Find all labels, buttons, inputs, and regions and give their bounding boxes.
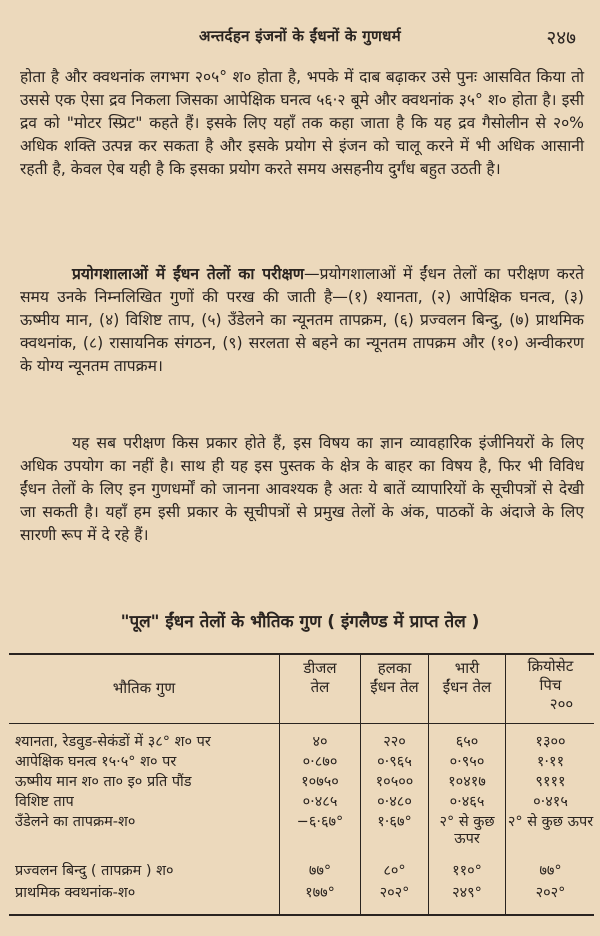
running-title: अन्तर्दहन इंजनों के ईंधनों के गुणधर्म [199,27,401,45]
table-cell: ९१११ [535,774,566,790]
table-cell: ११०° [452,863,482,879]
table-cell: २४९° [452,885,482,901]
table-cell: ७७° [539,863,562,879]
paragraph-intro-table [20,432,584,547]
column-divider [279,653,280,916]
table-cell: −६·६७° [296,814,344,830]
table-cell: १३०० [535,734,566,750]
column-divider [505,653,506,916]
table-cell: ०·४८५ [302,794,338,810]
page-number: २४७ [546,27,576,49]
header-light-fuel: हलका ईंधन तेल [370,659,419,696]
paragraph-testing [20,263,584,378]
row-label: प्राथमिक क्वथनांक-श० [15,885,136,901]
row-label: उँडेलने का तापक्रम-श० [15,814,136,830]
table-cell: ४० [312,734,328,750]
section-run-in-heading: प्रयोगशालाओं में ईंधन तेलों का परीक्षण [72,265,305,283]
properties-table [9,653,594,916]
table-cell: ७७° [308,863,332,879]
table-cell: १·६७° [377,814,412,830]
table-cell: ०·४८० [377,794,412,810]
paragraph-continuation: होता है और क्वथनांक लगभग २०५° श० होता है, भपके में दाब बढ़ाकर उसे पुनः आसवित किया तो उससे एक ऐसा द्रव निकला जिसका आपेक्षिक घनत्व ५६·२ बूमे और क्वथनांक ३५° श० होता है। इसी द्रव को "मोटर स्प्रिट" कहते हैं। इसके लिए यहाँ तक कहा जाता है कि यह द्रव गैसोलीन से २०% अधिक शक्ति उत्पन्न कर सकता है और इसके प्रयोग से इंजन को चालू करने में भी अधिक आसानी रहती है, केवल ऐब यही है कि इसका प्रयोग करते समय असहनीय दुर्गंध बहुत उठती है। [20,68,584,178]
table-cell: ६५० [455,734,479,750]
table-cell: १०७५० [301,774,339,790]
row-label: श्यानता, रेडवुड-सेकंडों में ३८° श० पर [15,734,211,750]
table-cell: ०·४६५ [449,794,485,810]
row-label: ऊष्मीय मान श० ता० इ० प्रति पौंड [15,774,192,790]
table-title: "पूल" ईंधन तेलों के भौतिक गुण ( इंगलैण्ड में प्राप्त तेल ) [120,612,480,632]
table-cell: २०२° [379,885,410,901]
table-top-rule [9,653,594,655]
row-label: विशिष्ट ताप [15,794,74,810]
table-cell: ०·४१५ [533,794,568,810]
section-body: —प्रयोगशालाओं में ईंधन तेलों का परीक्षण करते समय उनके निम्नलिखित गुणों की परख की जाती है—(१) श्यानता, (२) आपेक्षिक घनत्व, (३) ऊष्मीय मान, (४) विशिष्ट ताप, (५) उँडेलने का न्यूनतम तापक्रम, (६) प्रज्वलन बिन्दु, (७) प्राथमिक क्वथनांक, (८) रासायनिक संगठन, (९) सरलता से बहने का न्यूनतम तापक्रम और (१०) अन्वीकरण के योग्य न्यूनतम तापक्रम। [20,265,584,375]
header-diesel: डीजल तेल [303,659,337,696]
header-property: भौतिक गुण [112,679,176,697]
table-cell: २२० [383,734,406,750]
table-cell: ०·८७० [302,754,338,770]
table-cell: २° से कुछ ऊपर [507,814,594,830]
row-label: प्रज्वलन बिन्दु ( तापक्रम ) श० [15,863,174,879]
table-cell: १७७° [305,885,335,901]
table-bottom-rule [9,914,594,916]
header-heavy-fuel: भारी ईंधन तेल [442,659,492,696]
table-cell: १·११ [536,754,565,770]
table-cell: ०·९६५ [377,754,412,770]
page-header [0,24,600,52]
table-header-rule [9,723,594,724]
table-cell: ८०° [383,863,406,879]
table-cell: २° से कुछ ऊपर [439,814,495,847]
row-label: आपेक्षिक घनत्व १५·५° श० पर [15,754,177,770]
table-cell: १०४१७ [448,774,486,790]
paragraph-intro-text: यह सब परीक्षण किस प्रकार होते हैं, इस विषय का ज्ञान व्यावहारिक इंजीनियरों के लिए अधिक उपयोग का नहीं है। साथ ही यह इस पुस्तक के क्षेत्र के बाहर का विषय है, फिर भी विविध ईंधन तेलों के लिए इन गुणधर्मों को जानना आवश्यक है अतः ये बातें व्यापारियों के सूचीपत्रों से देखी जा सकती है। यहाँ हम इसी प्रकार के सूचीपत्रों से प्रमुख तेलों के अंक, पाठकों के अंदाजे के लिए सारणी रूप में दे रहे हैं। [20,434,584,544]
header-creosote-pitch: क्रियोसेट पिच २०० [527,657,574,713]
table-cell: ०·९५० [449,754,485,770]
table-cell: २०२° [535,885,566,901]
table-cell: १०५०० [375,774,414,790]
